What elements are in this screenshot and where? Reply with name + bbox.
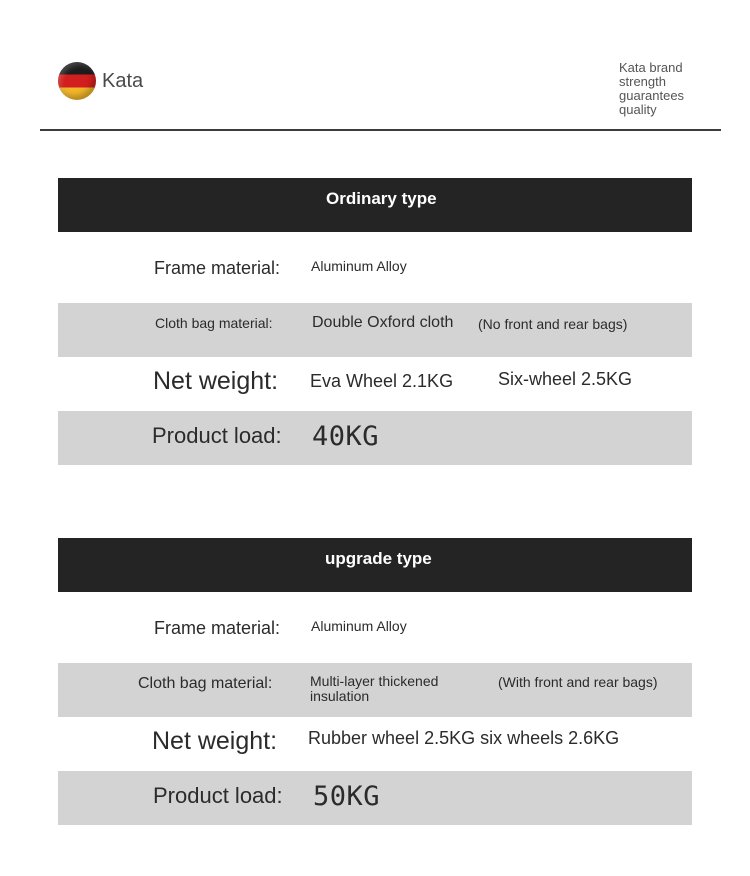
- ordinary-cloth-note: (No front and rear bags): [478, 316, 628, 332]
- upgrade-cloth-value-line: insulation: [310, 688, 370, 704]
- header-divider: [40, 129, 721, 131]
- brand-tagline: [619, 61, 709, 117]
- upgrade-frame-label: Frame material:: [154, 618, 281, 638]
- upgrade-type-header: [58, 538, 692, 592]
- upgrade-cloth-value-line: Multi-layer thickened: [310, 673, 439, 689]
- tagline-line: Kata brand: [619, 60, 683, 75]
- upgrade-cloth-note: (With front and rear bags): [498, 674, 658, 690]
- tagline-line: quality: [619, 102, 657, 117]
- ordinary-weight-label: Net weight:: [153, 367, 279, 395]
- ordinary-cloth-label: Cloth bag material:: [155, 315, 273, 331]
- upgrade-frame-value: Aluminum Alloy: [311, 618, 407, 634]
- upgrade-load-value: 50KG: [313, 781, 381, 812]
- ordinary-cloth-value: Double Oxford cloth: [312, 314, 454, 331]
- ordinary-frame-label: Frame material:: [154, 258, 281, 278]
- upgrade-weight-value: Rubber wheel 2.5KG six wheels 2.6KG: [308, 728, 620, 748]
- ordinary-weight-value-six-wheel: Six-wheel 2.5KG: [498, 369, 633, 389]
- upgrade-weight-label: Net weight:: [152, 727, 278, 755]
- upgrade-cloth-value: [310, 674, 438, 704]
- tagline-line: guarantees: [619, 88, 685, 103]
- upgrade-load-label: Product load:: [153, 783, 283, 808]
- brand-name: Kata: [102, 70, 144, 92]
- germany-flag-icon: [58, 62, 96, 100]
- ordinary-load-value: 40KG: [312, 421, 380, 452]
- ordinary-frame-value: Aluminum Alloy: [311, 258, 407, 274]
- upgrade-type-title: upgrade type: [325, 549, 432, 568]
- ordinary-type-header: [58, 178, 692, 232]
- ordinary-weight-value-eva: Eva Wheel 2.1KG: [310, 371, 454, 391]
- upgrade-cloth-label: Cloth bag material:: [138, 675, 273, 692]
- ordinary-type-title: Ordinary type: [326, 189, 437, 208]
- ordinary-load-label: Product load:: [152, 423, 282, 448]
- tagline-line: strength: [619, 74, 666, 89]
